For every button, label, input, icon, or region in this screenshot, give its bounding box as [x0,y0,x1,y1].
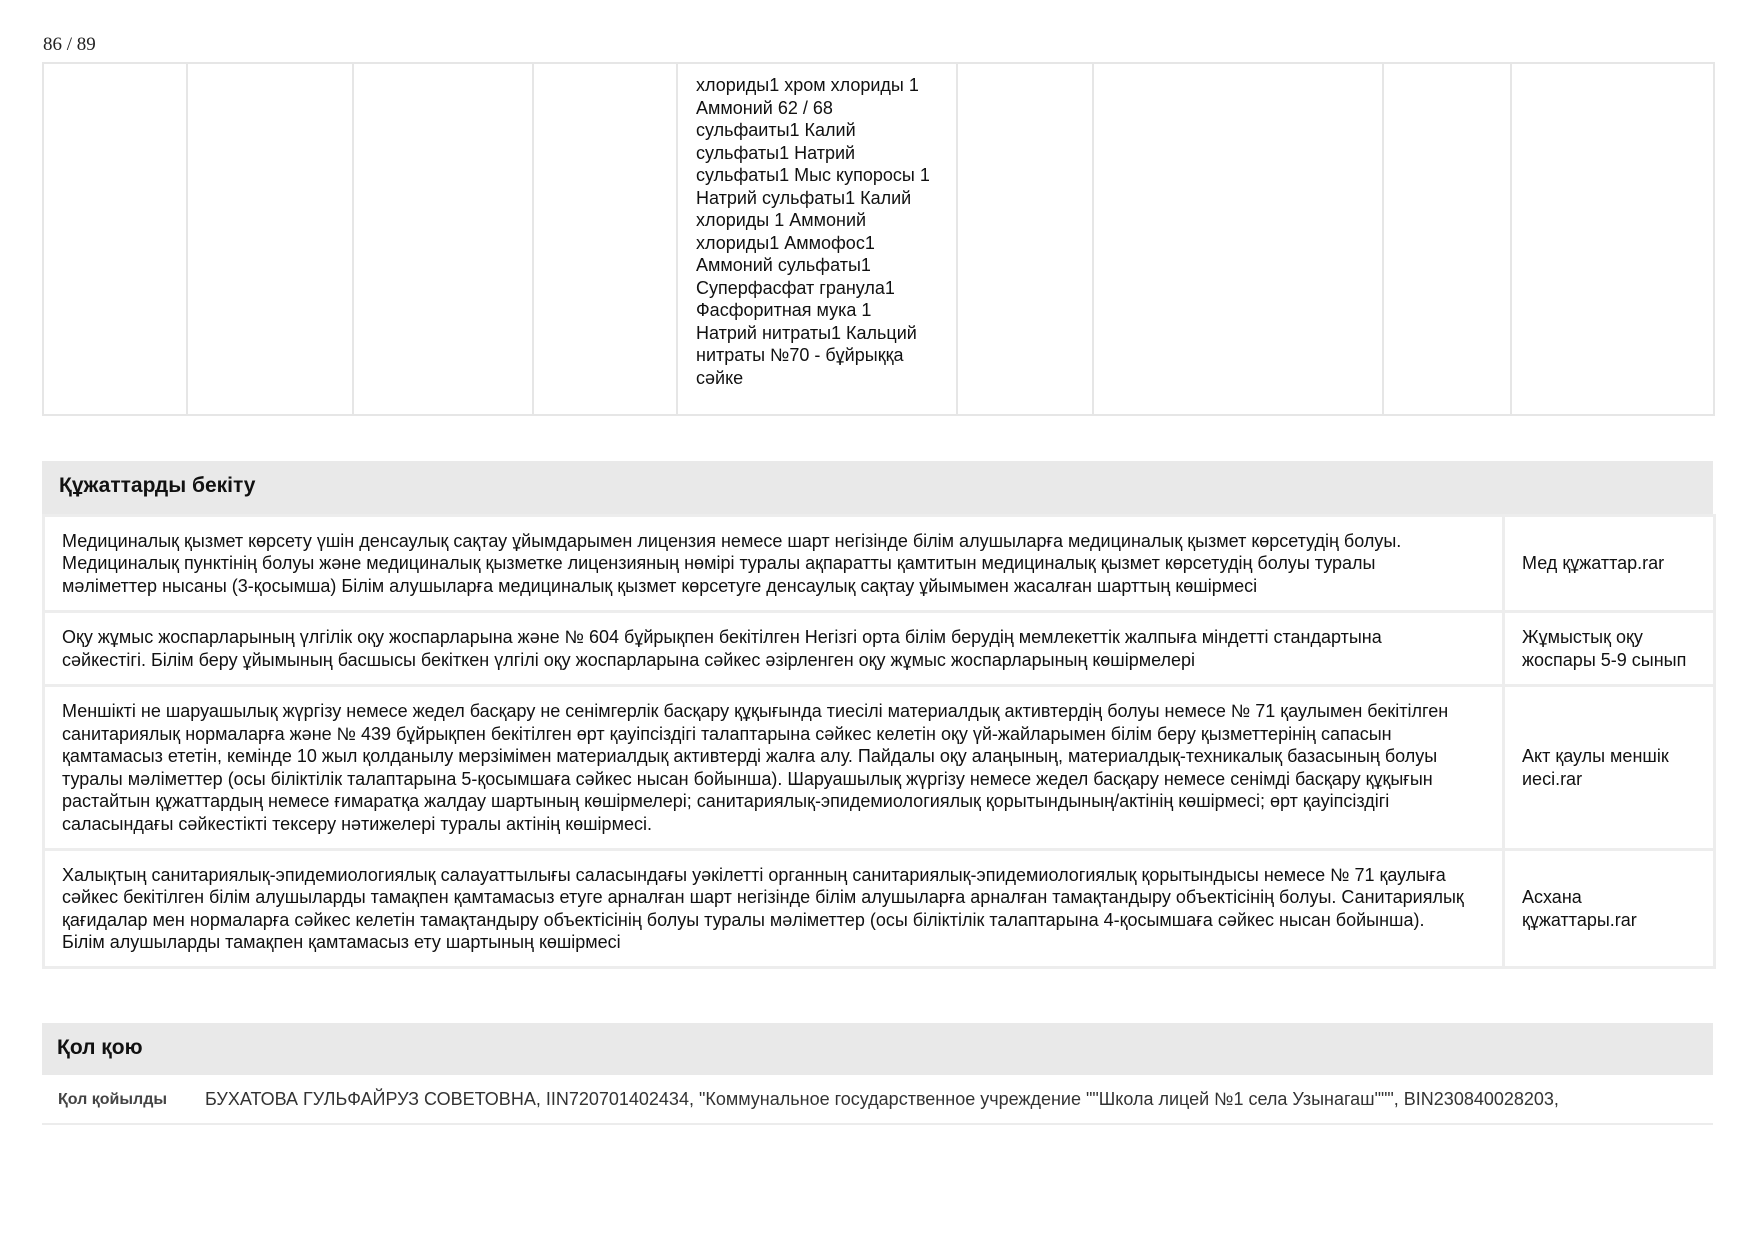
chemicals-line: Натрий сульфаты1 Калий [696,187,912,208]
signature-row [42,1075,1713,1125]
signature-value: БУХАТОВА ГУЛЬФАЙРУЗ СОВЕТОВНА, IIN720701402434, "Коммунальное государственное учреждение ""Школа лицей №1 села Узынагаш""", BIN230840028203, [205,1089,1559,1109]
chemicals-cell [677,63,957,415]
documents-table [42,514,1716,969]
chemicals-line: хлориды1 хром хлориды 1 [696,75,919,95]
empty-cell [1383,63,1511,415]
chemicals-line: сульфаты1 Мыс купоросы 1 [696,165,930,185]
empty-cell [43,63,187,415]
documents-section-title: Құжаттарды бекіту [42,461,1713,514]
chemicals-line: Фасфоритная мука 1 [696,300,872,320]
table-row [44,850,1715,968]
chemicals-line: хлориды1 Аммофос1 [696,232,875,253]
document-file-link[interactable]: Жұмыстық оқу жоспары 5-9 сынып [1504,612,1715,686]
document-description: Оқу жұмыс жоспарларының үлгілік оқу жоспарларына және № 604 бұйрықпен бекітілген Негізгі орта білім берудің мемлекеттік жалпыға міндетті стандартына сәйкестігі. Білім беру ұйымының басшысы бекіткен үлгілі оқу жоспарларына сәйкес әзірленген оқу жұмыс жоспарларының көшірмелері [44,612,1504,686]
chemicals-line: сәйке [696,367,744,388]
document-file-link[interactable]: Мед құжаттар.rar [1504,516,1715,612]
chemicals-line: Натрий нитраты1 Кальций [696,322,917,343]
chemicals-line: Аммоний сульфаты1 [696,255,871,275]
signature-label: Қол қойылды [58,1091,168,1108]
table-row [43,63,1714,415]
empty-cell [1511,63,1714,415]
chemicals-line: сульфаты1 Натрий [696,142,856,163]
document-description: Халықтың санитариялық-эпидемиологиялық салауаттылығы саласындағы уәкілетті органның санитариялық-эпидемиологиялық қорытындысы немесе № 71 қаулыға сәйкес бекітілген білім алушыларды тамақпен қамтамасыз етуге арналған шарт негізінде білім алушыларға арналған тамақтандыру объектісінің болуы. Санитариялық қағидалар мен нормаларға сәйкес келетін тамақтандыру объектісінің болуы туралы мәліметтер (осы біліктілік талаптарына 4-қосымшаға сәйкес нысан бойынша). Білім алушыларды тамақпен қамтамасыз ету шартының көшірмесі [44,850,1504,968]
empty-cell [187,63,353,415]
document-description: Медициналық қызмет көрсету үшін денсаулық сақтау ұйымдарымен лицензия немесе шарт негізінде білім алушыларға медициналық қызмет көрсетудің болуы. Медициналық пунктінің болуы және медициналық қызметке лицензияның нөмірі туралы ақпаратты қамтитын медициналық қызмет көрсетудің болуы туралы мәліметтер нысаны (3-қосымша) Білім алушыларға медициналық қызмет көрсетуге денсаулық сақтау ұйымымен жасалған шарттың көшірмесі [44,516,1504,612]
table-row [44,612,1715,686]
continuation-table [42,62,1715,416]
document-file-link[interactable]: Асхана құжаттары.rar [1504,850,1715,968]
table-row [44,516,1715,612]
page-number: 86 / 89 [43,34,96,55]
signature-section-title: Қол қою [42,1023,1713,1075]
chemicals-line: Суперфасфат гранула1 [696,277,895,298]
chemicals-line: сульфаиты1 Калий [696,120,856,140]
chemicals-line: Аммоний 62 / 68 [696,97,833,118]
empty-cell [1093,63,1383,415]
chemicals-line: нитраты №70 - бұйрыққа [696,345,904,365]
chemicals-line: хлориды 1 Аммоний [696,210,867,230]
table-row [44,686,1715,850]
document-file-link[interactable]: Акт қаулы меншік иесі.rar [1504,686,1715,850]
empty-cell [533,63,677,415]
empty-cell [353,63,533,415]
empty-cell [957,63,1093,415]
document-description: Меншікті не шаруашылық жүргізу немесе жедел басқару не сенімгерлік басқару құқығында тиесілі материалдық активтердің болуы немесе № 71 қаулымен бекітілген санитариялық нормаларға және № 439 бұйрықпен бекітілген өрт қауіпсіздігі талаптарына сәйкес келетін оқу үй-жайларымен білім беру қызметтерінің сапасын қамтамасыз ететін, кемінде 10 жыл қолданылу мерзімімен материалдық активтерді жалға алу. Пайдалы оқу алаңының, материалдық-техникалық базасының болуы туралы мәліметтер (осы біліктілік талаптарына 5-қосымшаға сәйкес нысан бойынша). Шаруашылық жүргізу немесе жедел басқару немесе сенімді басқару құқығын растайтын құжаттардың немесе ғимаратқа жалдау шартының көшірмелері; санитариялық-эпидемиологиялық қорытындының/актінің көшірмесі; өрт қауіпсіздігі саласындағы сәйкестікті тексеру нәтижелері туралы актінің көшірмесі. [44,686,1504,850]
